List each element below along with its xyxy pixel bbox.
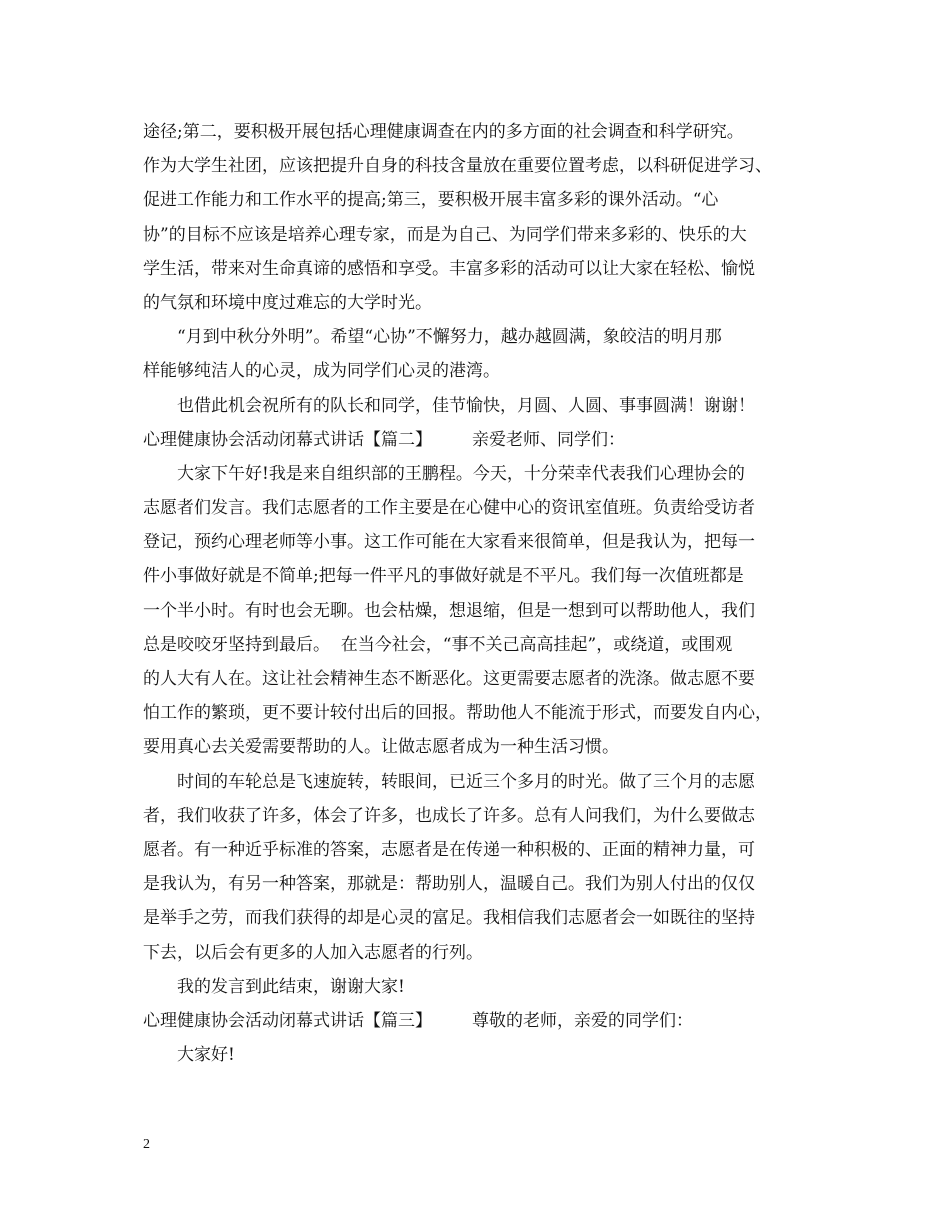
body-text — [143, 115, 813, 1072]
text-line: 作为大学生社团，应该把提升自身的科技含量放在重要位置考虑，以科研促进学习、 — [143, 156, 772, 177]
page-number: 2 — [143, 1137, 150, 1152]
text-line: 一个半小时。有时也会无聊。也会枯燥，想退缩，但是一想到可以帮助他人，我们 — [143, 600, 755, 621]
section-heading-line — [143, 423, 813, 457]
text-line: 是我认为，有另一种答案，那就是：帮助别人，温暖自己。我们为别人付出的仅仅 — [143, 874, 755, 895]
text-line: 样能够纯洁人的心灵，成为同学们心灵的港湾。 — [143, 361, 500, 382]
text-line: 是举手之劳，而我们获得的却是心灵的富足。我相信我们志愿者会一如既往的坚持 — [143, 908, 755, 929]
paragraph-first-line: 时间的车轮总是飞速旋转，转眼间，已近三个多月的时光。做了三个月的志愿 — [177, 771, 755, 792]
text-line: 总是咬咬牙坚持到最后。 在当今社会，“事不关己高高挂起”，或绕道，或围观 — [143, 634, 733, 655]
text-line: 愿者。有一种近乎标准的答案，志愿者是在传递一种积极的、正面的精神力量，可 — [143, 839, 755, 860]
salutation-2: 亲爱老师、同学们： — [472, 429, 625, 450]
text-line: 协”的目标不应该是培养心理专家，而是为自己、为同学们带来多彩的、快乐的大 — [143, 224, 747, 245]
section-title-3: 心理健康协会活动闭幕式讲话【篇三】 — [143, 1010, 432, 1031]
paragraph-first-line: “月到中秋分外明”。希望“心协”不懈努力，越办越圆满，象皎洁的明月那 — [177, 327, 722, 348]
text-line: 的气氛和环境中度过难忘的大学时光。 — [143, 292, 432, 313]
paragraph-first-line: 也借此机会祝所有的队长和同学，佳节愉快，月圆、人圆、事事圆满！谢谢！ — [177, 395, 755, 416]
text-line: 者，我们收获了许多，体会了许多，也成长了许多。总有人问我们，为什么要做志 — [143, 805, 755, 826]
section-heading-line — [143, 1004, 813, 1038]
text-line: 件小事做好就是不简单;把每一件平凡的事做好就是不平凡。我们每一次值班都是 — [143, 566, 744, 587]
text-line: 下去，以后会有更多的人加入志愿者的行列。 — [143, 942, 483, 963]
paragraph-first-line: 大家下午好!我是来自组织部的王鹏程。今天，十分荣幸代表我们心理协会的 — [177, 463, 745, 484]
paragraph-first-line: 大家好! — [177, 1045, 235, 1066]
text-line: 要用真心去关爱需要帮助的人。让做志愿者成为一种生活习惯。 — [143, 737, 619, 758]
text-line: 登记，预约心理老师等小事。这工作可能在大家看来很简单，但是我认为，把每一 — [143, 532, 755, 553]
text-line: 促进工作能力和工作水平的提高;第三，要积极开展丰富多彩的课外活动。“心 — [143, 190, 719, 211]
section-title-2: 心理健康协会活动闭幕式讲话【篇二】 — [143, 429, 432, 450]
salutation-3: 尊敬的老师，亲爱的同学们： — [472, 1010, 693, 1031]
text-line: 途径;第二，要积极开展包括心理健康调查在内的多方面的社会调查和科学研究。 — [143, 122, 744, 142]
text-line: 学生活，带来对生命真谛的感悟和享受。丰富多彩的活动可以让大家在轻松、愉悦 — [143, 258, 755, 279]
text-line: 志愿者们发言。我们志愿者的工作主要是在心健中心的资讯室值班。负责给受访者 — [143, 498, 755, 519]
text-line: 的人大有人在。这让社会精神生态不断恶化。这更需要志愿者的洗涤。做志愿不要 — [143, 669, 755, 689]
paragraph-first-line: 我的发言到此结束，谢谢大家! — [177, 976, 405, 997]
text-line: 怕工作的繁琐，更不要计较付出后的回报。帮助他人不能流于形式，而要发自内心， — [143, 703, 772, 724]
